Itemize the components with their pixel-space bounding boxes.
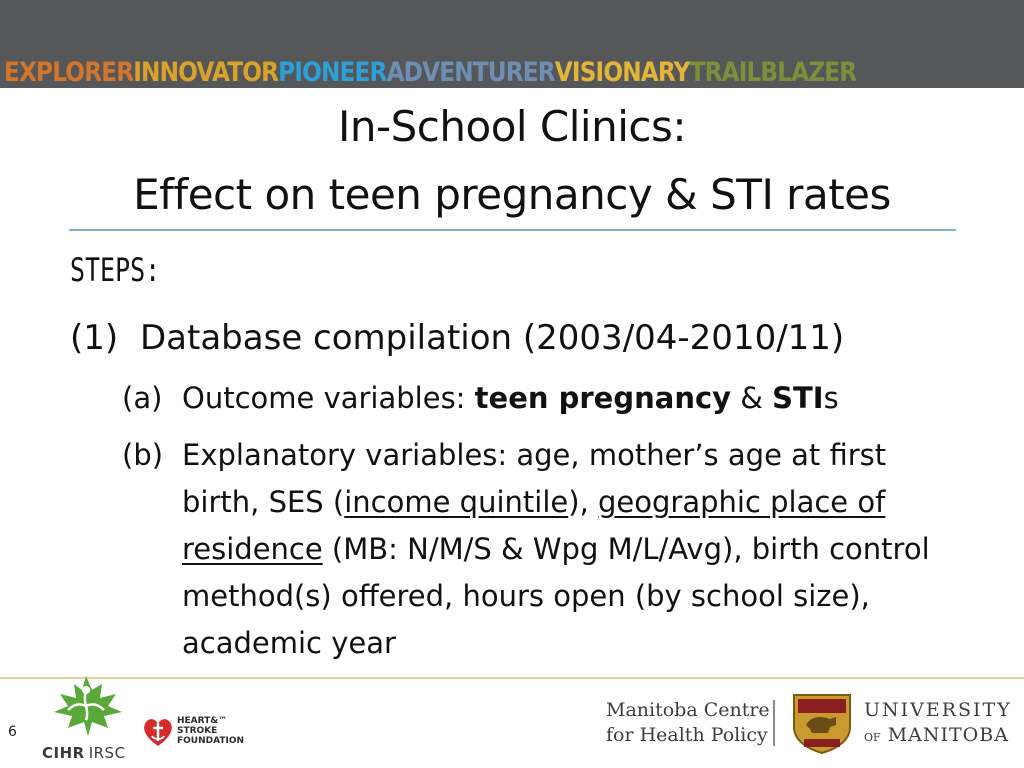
heart-stroke-wordmark: HEART&™ STROKE FOUNDATION xyxy=(177,716,245,746)
logo-separator xyxy=(773,700,775,746)
step-1b-number: (b) xyxy=(122,438,164,472)
heart-stroke-logo xyxy=(140,714,176,750)
university-line1: UNIVERSITY xyxy=(864,699,1012,721)
university-wordmark xyxy=(864,698,1012,751)
title-divider xyxy=(69,229,956,231)
slide-title-line1: In-School Clinics: xyxy=(337,102,687,151)
banner-word-adventurer: ADVENTURER xyxy=(386,57,555,88)
banner-word-trailblazer: TRAILBLAZER xyxy=(689,57,857,88)
mchp-line2: for Health Policy xyxy=(606,724,768,746)
cihr-irsc-wordmark: CIHR IRSC xyxy=(42,744,126,762)
underlined-geographic-place: geographic place of residence xyxy=(182,485,886,566)
step-1b-text: Explanatory variables: age, mother’s age at first birth, SES (income quintile), geographic place of residence (MB: N/M/S & Wpg M/L/Avg), birth control method(s) offered, hours open (by school size), academic year xyxy=(182,438,930,660)
banner-word-explorer: EXPLORER xyxy=(4,57,134,88)
step-1a-text: Outcome variables: teen pregnancy & STIs xyxy=(182,381,839,415)
step-1-text: Database compilation (2003/04-2010/11) xyxy=(140,318,845,358)
slide-number: 6 xyxy=(8,724,17,740)
bold-sti: STI xyxy=(772,381,824,415)
mchp-line1: Manitoba Centre xyxy=(606,699,770,721)
top-banner xyxy=(0,0,1024,88)
banner-word-visionary: VISIONARY xyxy=(554,57,690,88)
mchp-wordmark xyxy=(606,698,770,748)
cihr-leaf-logo xyxy=(38,672,134,742)
university-line2: OF MANITOBA xyxy=(864,724,1009,746)
step-1a-number: (a) xyxy=(122,381,163,415)
banner-word-pioneer: PIONEER xyxy=(278,57,387,88)
slide-title-line2: Effect on teen pregnancy & STI rates xyxy=(133,170,891,219)
step-1 xyxy=(70,316,844,360)
banner-word-innovator: INNOVATOR xyxy=(133,57,279,88)
step-1-number: (1) xyxy=(70,318,119,358)
banner-words xyxy=(4,58,856,88)
footer-divider xyxy=(0,677,1024,679)
university-crest-icon xyxy=(790,691,854,755)
underlined-income-quintile: income quintile xyxy=(344,485,569,519)
steps-heading: STEPS: xyxy=(70,251,161,289)
bold-teen-pregnancy: teen pregnancy xyxy=(474,381,732,415)
